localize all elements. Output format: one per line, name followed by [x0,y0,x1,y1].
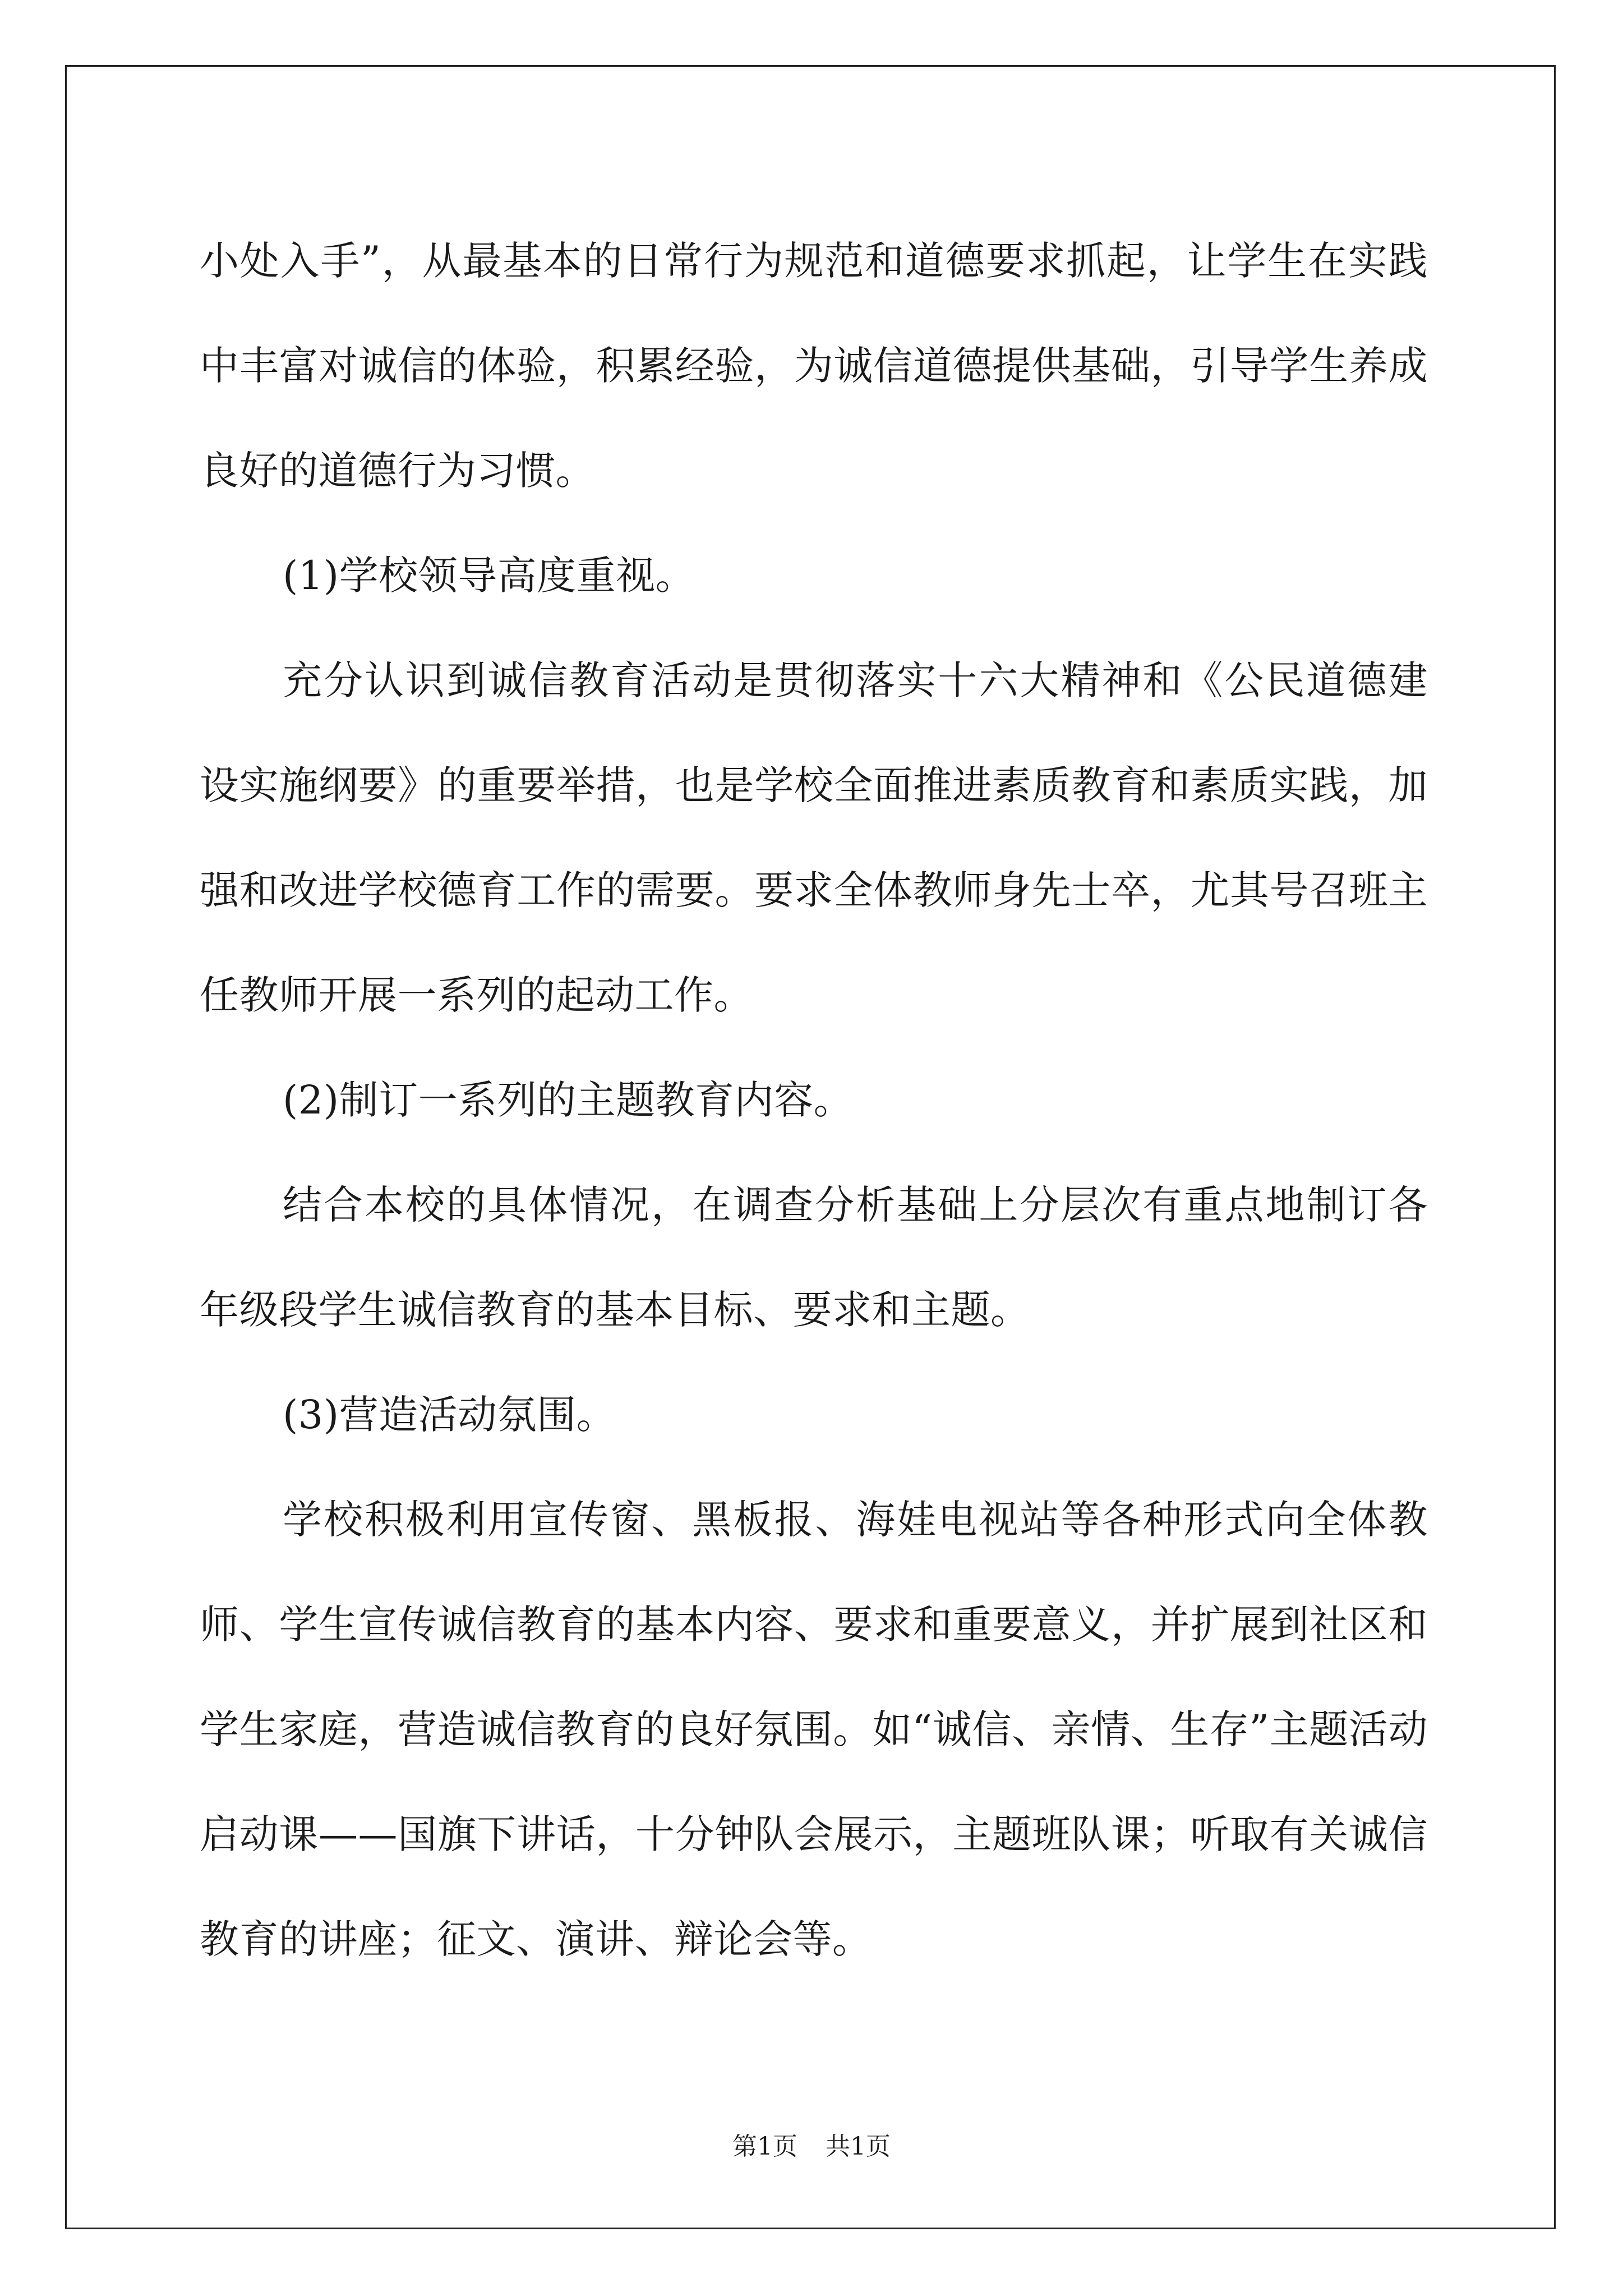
document-body [200,209,1428,1992]
paragraph-7: 学校积极利用宣传窗、黑板报、海娃电视站等各种形式向全体教师、学生宣传诚信教育的基本内容、要求和重要意义，并扩展到社区和学生家庭，营造诚信教育的良好氛围。如“诚信、亲情、生存”主题活动启动课——国旗下讲话，十分钟队会展示，主题班队课；听取有关诚信教育的讲座；征文、演讲、辩论会等。 [200,1497,1428,1962]
paragraph-1: 小处入手”，从最基本的日常行为规范和道德要求抓起，让学生在实践中丰富对诚信的体验，积累经验，为诚信道德提供基础，引导学生养成良好的道德行为习惯。 [200,238,1428,494]
page-number-total: 共1页 [826,2132,891,2161]
paragraph-2-heading: (1)学校领导高度重视。 [283,553,695,599]
page-number-current: 第1页 [732,2132,797,2161]
page-footer [0,2126,1623,2162]
paragraph-6-heading: (3)营造活动氛围。 [283,1392,616,1438]
paragraph-5: 结合本校的具体情况，在调查分析基础上分层次有重点地制订各年级段学生诚信教育的基本目标、要求和主题。 [200,1182,1428,1333]
paragraph-4-heading: (2)制订一系列的主题教育内容。 [283,1077,854,1123]
paragraph-3: 充分认识到诚信教育活动是贯彻落实十六大精神和《公民道德建设实施纲要》的重要举措，也是学校全面推进素质教育和素质实践，加强和改进学校德育工作的需要。要求全体教师身先士卒，尤其号召班主任教师开展一系列的起动工作。 [200,657,1428,1018]
